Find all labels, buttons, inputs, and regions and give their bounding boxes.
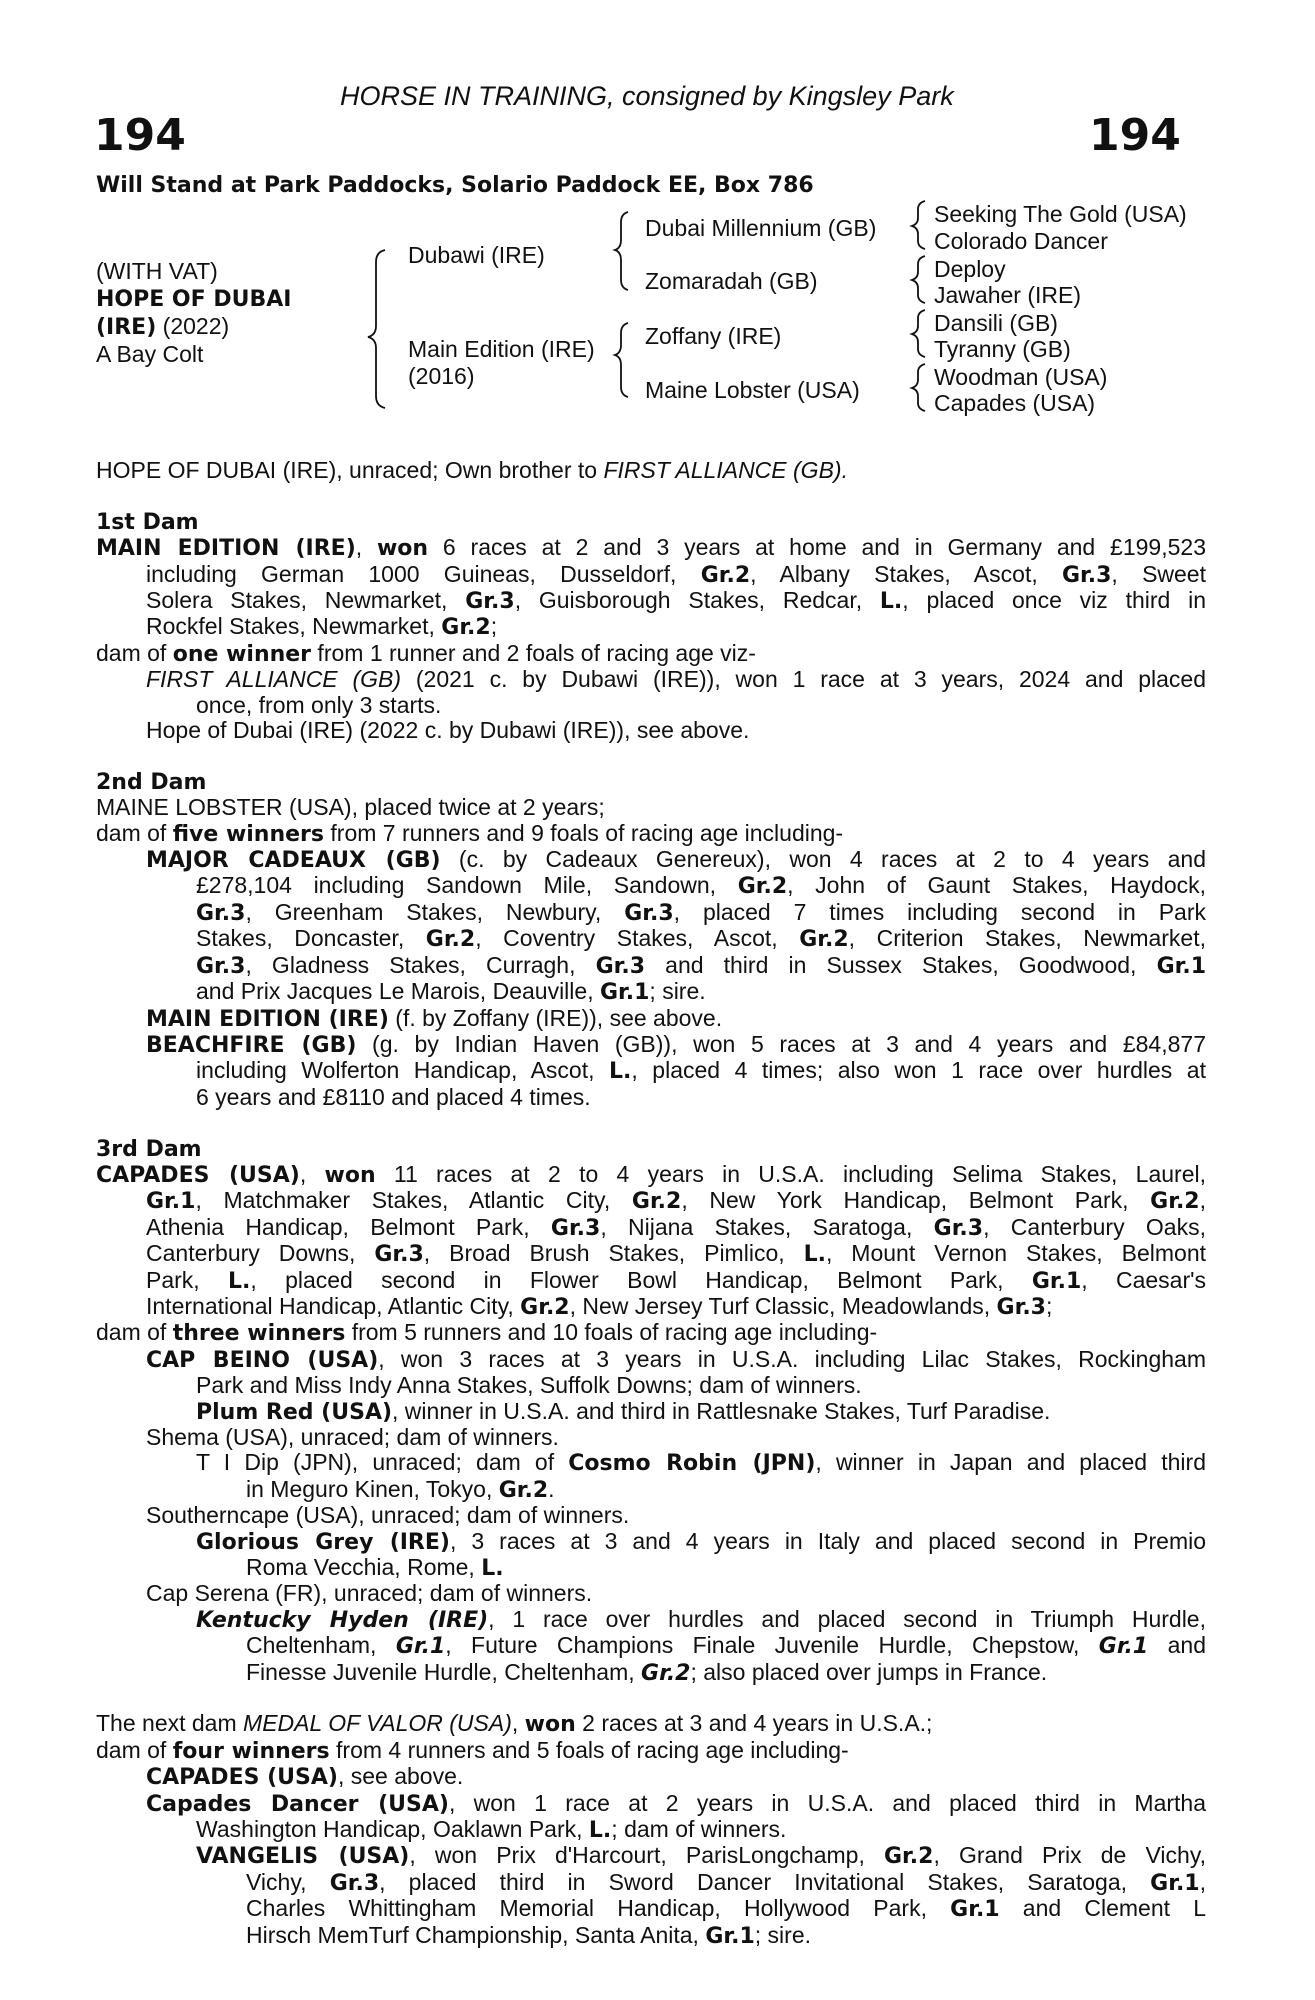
text-run: Charles Whittingham Memorial Handicap, Hollywood Park, — [246, 1895, 951, 1922]
emphasis-run: won — [524, 1712, 576, 1738]
text-run: , placed once viz third in — [902, 587, 1206, 614]
body-line — [96, 588, 1206, 614]
text-run: , New Jersey Turf Classic, Meadowlands, — [569, 1292, 997, 1319]
body-line — [96, 1896, 1206, 1922]
emphasis-run: Capades Dancer (USA) — [146, 1791, 449, 1817]
emphasis-run: L. — [879, 589, 903, 615]
body-line — [96, 1923, 1206, 1949]
lot-number-right: 194 — [1089, 110, 1181, 161]
pedigree-g4-8: Capades (USA) — [934, 390, 1096, 416]
emphasis-run: VANGELIS (USA) — [196, 1844, 410, 1870]
emphasis-run: won — [324, 1162, 376, 1188]
emphasis-run: CAP BEINO (USA) — [146, 1347, 379, 1373]
text-run: Hirsch MemTurf Championship, Santa Anita, — [246, 1921, 706, 1948]
body-line — [96, 641, 1206, 667]
text-run: Washington Handicap, Oaklawn Park, — [196, 1816, 589, 1843]
horse-description: A Bay Colt — [96, 341, 204, 367]
horse-name: HOPE OF DUBAI — [96, 287, 292, 312]
text-run: , — [1199, 1868, 1206, 1895]
horse-suffix: (IRE) — [96, 315, 157, 340]
text-run: Roma Vecchia, Rome, — [246, 1554, 482, 1581]
emphasis-run: FIRST ALLIANCE (GB). — [603, 457, 848, 483]
text-run: , won Prix d'Harcourt, ParisLongchamp, — [409, 1842, 884, 1869]
text-run: (c. by Cadeaux Genereux), won 4 races at 2 to 4 years and — [440, 846, 1206, 873]
pedigree-dam: Main Edition (IRE) — [408, 336, 595, 362]
text-run: Vichy, — [246, 1868, 330, 1895]
text-run: Southerncape (USA), unraced; dam of winners. — [146, 1502, 630, 1529]
text-run: Rockfel Stakes, Newmarket, — [146, 613, 442, 640]
body-line — [96, 1347, 1206, 1373]
text-run: , Caesar's — [1081, 1266, 1206, 1293]
text-run: ; dam of winners. — [611, 1816, 787, 1843]
emphasis-run: Gr.2 — [700, 562, 751, 588]
emphasis-run: Gr.3 — [933, 1215, 984, 1241]
body-line — [96, 1738, 1206, 1764]
text-run: from 7 runners and 9 foals of racing age including- — [324, 819, 844, 846]
emphasis-run: Gr.3 — [196, 953, 246, 979]
body-line — [96, 1477, 1206, 1503]
text-run: £278,104 including Sandown Mile, Sandown, — [196, 872, 738, 899]
pedigree-g4-1: Seeking The Gold (USA) — [934, 201, 1187, 227]
text-run: , placed 7 times including second in Park — [673, 898, 1206, 925]
body-line — [96, 535, 1206, 561]
emphasis-run: Plum Red (USA) — [196, 1399, 393, 1425]
emphasis-run: MAJOR CADEAUX (GB) — [146, 848, 441, 874]
text-run: (f. by Zoffany (IRE)), see above. — [388, 1004, 723, 1031]
emphasis-run: Glorious Grey (IRE) — [196, 1529, 450, 1555]
text-run: dam of — [96, 639, 173, 666]
pedigree-sire-dam: Zomaradah (GB) — [645, 268, 818, 294]
text-run: 2 races at 3 and 4 years in U.S.A.; — [575, 1710, 933, 1737]
body-line — [96, 1032, 1206, 1058]
body-line — [96, 953, 1206, 979]
emphasis-run: BEACHFIRE (GB) — [146, 1032, 357, 1058]
pedigree-dam-year: (2016) — [408, 363, 475, 389]
text-run: Stakes, Doncaster, — [196, 925, 426, 952]
body-line — [96, 1058, 1206, 1084]
text-run: , Greenham Stakes, Newbury, — [245, 898, 625, 925]
text-run: , — [511, 1710, 525, 1737]
body-line — [96, 509, 1206, 535]
emphasis-run: 2nd Dam — [96, 769, 207, 795]
text-run: 11 races at 2 to 4 years in U.S.A. including Selima Stakes, Laurel, — [375, 1160, 1206, 1187]
body-line — [96, 1607, 1206, 1633]
text-run: , placed third in Sword Dancer Invitational Stakes, Saratoga, — [379, 1868, 1151, 1895]
body-line — [96, 1320, 1206, 1346]
text-run: , — [355, 534, 377, 561]
text-run: Cap Serena (FR), unraced; dam of winners. — [146, 1580, 593, 1607]
emphasis-run: Gr.3 — [996, 1294, 1046, 1320]
emphasis-run: Gr.3 — [329, 1870, 380, 1896]
text-run: , — [1199, 1187, 1206, 1214]
text-run: , won 1 race at 2 years in U.S.A. and placed third in Martha — [448, 1789, 1206, 1816]
emphasis-run: 1st Dam — [96, 509, 199, 535]
emphasis-run: CAPADES (USA) — [96, 1162, 300, 1188]
pedigree-brace-icon — [912, 310, 925, 357]
text-run: (2021 c. by Dubawi (IRE)), won 1 race at 3 years, 2024 and placed — [401, 666, 1206, 693]
text-run: and Clement L — [999, 1895, 1206, 1922]
text-run: , 1 race over hurdles and placed second in Triumph Hurdle, — [488, 1605, 1206, 1632]
text-run: 6 races at 2 and 3 years at home and in Germany and £199,523 — [428, 534, 1206, 561]
body-line — [96, 1817, 1206, 1843]
body-line — [96, 1162, 1206, 1188]
emphasis-run: Gr.3 — [1061, 562, 1112, 588]
text-run: dam of — [96, 1736, 173, 1763]
body-line — [96, 821, 1206, 847]
emphasis-run: L. — [609, 1059, 632, 1085]
pedigree-g4-7: Woodman (USA) — [934, 364, 1108, 390]
text-run: ; — [490, 613, 498, 640]
text-run: and — [1148, 1632, 1206, 1659]
pedigree-brace-icon — [912, 201, 925, 249]
text-run: ; sire. — [649, 978, 706, 1005]
text-run: The next dam — [96, 1710, 244, 1737]
body-line — [96, 1503, 1206, 1528]
emphasis-run: Gr.3 — [595, 953, 646, 979]
text-run: , Albany Stakes, Ascot, — [750, 560, 1062, 587]
text-run: MAINE LOBSTER (USA), placed twice at 2 years; — [96, 794, 605, 821]
emphasis-run: three winners — [172, 1321, 346, 1347]
body-line — [96, 873, 1206, 899]
text-run: from 4 runners and 5 foals of racing age including- — [329, 1736, 849, 1763]
body-line — [96, 1450, 1206, 1476]
text-run: , Canterbury Oaks, — [983, 1213, 1206, 1240]
text-run: , placed second in Flower Bowl Handicap, Belmont Park, — [250, 1266, 1032, 1293]
emphasis-run: Gr.2 — [737, 874, 788, 900]
emphasis-run: MAIN EDITION (IRE) — [146, 1006, 389, 1032]
body-line — [96, 769, 1206, 795]
text-run: Athenia Handicap, Belmont Park, — [146, 1213, 551, 1240]
emphasis-run: Gr.1 — [395, 1634, 446, 1660]
body-line — [96, 1268, 1206, 1294]
emphasis-run: five winners — [172, 821, 325, 847]
pedigree-brace-icon — [615, 212, 628, 290]
body-line — [96, 614, 1206, 640]
emphasis-run: Gr.2 — [1150, 1189, 1200, 1215]
pedigree-sire: Dubawi (IRE) — [408, 242, 545, 268]
body-line — [96, 562, 1206, 588]
pedigree-g4-4: Jawaher (IRE) — [934, 282, 1081, 308]
emphasis-run: Kentucky Hyden (IRE) — [196, 1607, 489, 1633]
text-run: , Grand Prix de Vichy, — [933, 1842, 1206, 1869]
text-run: from 5 runners and 10 foals of racing age including- — [345, 1319, 878, 1346]
pedigree-g4-2: Colorado Dancer — [934, 228, 1108, 254]
body-line — [96, 1529, 1206, 1555]
emphasis-run: Cosmo Robin (JPN) — [568, 1451, 816, 1477]
paragraph-gap — [96, 1686, 1206, 1711]
text-run: , winner in Japan and placed third — [815, 1449, 1206, 1476]
body-line — [96, 1660, 1206, 1686]
body-line — [96, 979, 1206, 1005]
text-run: ; — [1045, 1292, 1053, 1319]
emphasis-run: won — [376, 536, 429, 562]
text-run: , won 3 races at 3 years in U.S.A. including Lilac Stakes, Rockingham — [378, 1345, 1206, 1372]
text-run: Cheltenham, — [246, 1632, 396, 1659]
text-run: , Gladness Stakes, Curragh, — [245, 951, 596, 978]
emphasis-run: Gr.2 — [441, 615, 491, 641]
text-run: , Mount Vernon Stakes, Belmont — [825, 1240, 1207, 1267]
text-run: , Matchmaker Stakes, Atlantic City, — [195, 1187, 632, 1214]
body-line — [96, 1633, 1206, 1659]
text-run: in Meguro Kinen, Tokyo, — [246, 1475, 499, 1502]
body-line — [96, 795, 1206, 820]
body-line — [96, 1764, 1206, 1790]
body-line — [96, 1006, 1206, 1032]
emphasis-run: CAPADES (USA) — [146, 1765, 338, 1791]
text-run: HOPE OF DUBAI (IRE), unraced; Own brother to — [96, 457, 604, 483]
body-line — [96, 1215, 1206, 1241]
body-line — [96, 1581, 1206, 1606]
vat-note: (WITH VAT) — [96, 258, 218, 284]
text-run: Canterbury Downs, — [146, 1240, 375, 1267]
text-run: dam of — [96, 819, 173, 846]
body-line — [96, 1711, 1206, 1737]
text-run: 6 years and £8110 and placed 4 times. — [196, 1083, 591, 1110]
emphasis-run: Gr.2 — [520, 1294, 570, 1320]
emphasis-run: Gr.2 — [498, 1477, 549, 1503]
body-line — [96, 1085, 1206, 1110]
body-line — [96, 693, 1206, 718]
text-run: Park and Miss Indy Anna Stakes, Suffolk Downs; dam of winners. — [196, 1372, 862, 1399]
text-run: from 1 runner and 2 foals of racing age viz- — [311, 639, 756, 666]
text-run: Shema (USA), unraced; dam of winners. — [146, 1423, 559, 1450]
emphasis-run: Gr.1 — [1098, 1634, 1149, 1660]
emphasis-run: L. — [588, 1818, 612, 1844]
lot-number-left: 194 — [94, 110, 186, 161]
pedigree-g4-5: Dansili (GB) — [934, 310, 1058, 336]
emphasis-run: FIRST ALLIANCE (GB) — [146, 666, 402, 693]
emphasis-run: Gr.2 — [641, 1660, 691, 1686]
text-run: ; also placed over jumps in France. — [690, 1658, 1048, 1685]
text-run: ; sire. — [754, 1921, 812, 1948]
text-run: once, from only 3 starts. — [196, 691, 442, 718]
body-line — [96, 718, 1206, 743]
body-line — [96, 1136, 1206, 1162]
emphasis-run: Gr.3 — [550, 1215, 601, 1241]
body-line — [96, 1188, 1206, 1214]
emphasis-run: MAIN EDITION (IRE) — [96, 536, 356, 562]
venue-line: Will Stand at Park Paddocks, Solario Paddock EE, Box 786 — [96, 173, 814, 198]
text-run: , see above. — [337, 1763, 464, 1790]
emphasis-run: Gr.1 — [705, 1923, 755, 1949]
body-line — [96, 900, 1206, 926]
emphasis-run: L. — [481, 1556, 504, 1582]
emphasis-run: one winner — [172, 641, 312, 667]
text-run: Solera Stakes, Newmarket, — [146, 587, 466, 614]
catalog-body — [96, 458, 1206, 1949]
text-run: , placed 4 times; also won 1 race over hurdles at — [631, 1057, 1206, 1084]
body-line — [96, 1294, 1206, 1320]
emphasis-run: Gr.2 — [631, 1189, 682, 1215]
pedigree-g4-6: Tyranny (GB) — [934, 336, 1071, 362]
body-line — [96, 1843, 1206, 1869]
body-line — [96, 1791, 1206, 1817]
text-run: , Nijana Stakes, Saratoga, — [600, 1213, 934, 1240]
body-line — [96, 1555, 1206, 1581]
text-run: , Broad Brush Stakes, Pimlico, — [423, 1240, 804, 1267]
text-run: including Wolferton Handicap, Ascot, — [196, 1057, 610, 1084]
pedigree-dam-dam: Maine Lobster (USA) — [645, 377, 860, 403]
text-run: dam of — [96, 1319, 173, 1346]
emphasis-run: Gr.1 — [1031, 1268, 1082, 1294]
text-run: , 3 races at 3 and 4 years in Italy and placed second in Premio — [449, 1527, 1207, 1554]
text-run: , — [299, 1160, 325, 1187]
body-line — [96, 1373, 1206, 1398]
emphasis-run: Gr.1 — [950, 1897, 1000, 1923]
text-run: including German 1000 Guineas, Dusseldorf, — [146, 560, 701, 587]
emphasis-run: Gr.1 — [1150, 1870, 1200, 1896]
emphasis-run: Gr.2 — [884, 1844, 934, 1870]
catalog-header-title: HORSE IN TRAINING, consigned by Kingsley Park — [340, 81, 954, 111]
emphasis-run: Gr.3 — [196, 900, 246, 926]
text-run: and Prix Jacques Le Marois, Deauville, — [196, 978, 600, 1005]
paragraph-gap — [96, 1110, 1206, 1135]
pedigree-brace-icon — [615, 323, 628, 397]
text-run: , New York Handicap, Belmont Park, — [681, 1187, 1151, 1214]
text-run: , Criterion Stakes, Newmarket, — [848, 925, 1207, 952]
emphasis-run: MEDAL OF VALOR (USA) — [243, 1710, 512, 1737]
emphasis-run: 3rd Dam — [96, 1136, 202, 1162]
emphasis-run: Gr.1 — [1156, 953, 1206, 979]
paragraph-gap — [96, 743, 1206, 768]
text-run: and third in Sussex Stakes, Goodwood, — [645, 951, 1157, 978]
body-line — [96, 1870, 1206, 1896]
pedigree-g4-3: Deploy — [934, 256, 1006, 282]
text-run: Finesse Juvenile Hurdle, Cheltenham, — [246, 1658, 642, 1685]
text-run: , Coventry Stakes, Ascot, — [475, 925, 800, 952]
body-line — [96, 1241, 1206, 1267]
body-line — [96, 1425, 1206, 1450]
horse-year: (2022) — [156, 313, 230, 339]
emphasis-run: Gr.3 — [374, 1242, 424, 1268]
text-run: Hope of Dubai (IRE) (2022 c. by Dubawi (IRE)), see above. — [146, 717, 750, 744]
emphasis-run: four winners — [172, 1738, 330, 1764]
text-run: . — [548, 1475, 555, 1502]
emphasis-run: Gr.3 — [624, 900, 674, 926]
body-line — [96, 667, 1206, 692]
emphasis-run: Gr.1 — [146, 1189, 196, 1215]
text-run: T I Dip (JPN), unraced; dam of — [196, 1449, 569, 1476]
emphasis-run: Gr.1 — [599, 980, 650, 1006]
pedigree-brace-icon — [912, 256, 925, 303]
paragraph-gap — [96, 483, 1206, 508]
text-run: , Future Champions Finale Juvenile Hurdle, Chepstow, — [445, 1632, 1099, 1659]
text-run: , winner in U.S.A. and third in Rattlesnake Stakes, Turf Paradise. — [392, 1397, 1051, 1424]
text-run: Park, — [146, 1266, 228, 1293]
pedigree-brace-icon — [368, 250, 385, 408]
emphasis-run: Gr.3 — [465, 589, 515, 615]
emphasis-run: Gr.2 — [799, 927, 849, 953]
text-run: International Handicap, Atlantic City, — [146, 1292, 521, 1319]
body-line — [96, 1399, 1206, 1425]
emphasis-run: Gr.2 — [425, 927, 476, 953]
text-run: , John of Gaunt Stakes, Haydock, — [787, 872, 1206, 899]
text-run: (g. by Indian Haven (GB)), won 5 races at 3 and 4 years and £84,877 — [356, 1030, 1206, 1057]
text-run: , Guisborough Stakes, Redcar, — [514, 587, 880, 614]
text-run: , Sweet — [1111, 560, 1206, 587]
emphasis-run: L. — [803, 1242, 826, 1268]
body-line — [96, 458, 1206, 483]
body-line — [96, 926, 1206, 952]
body-line — [96, 847, 1206, 873]
pedigree-sire-sire: Dubai Millennium (GB) — [645, 215, 877, 241]
pedigree-brace-icon — [912, 364, 925, 411]
pedigree-dam-sire: Zoffany (IRE) — [645, 323, 782, 349]
emphasis-run: L. — [227, 1268, 251, 1294]
